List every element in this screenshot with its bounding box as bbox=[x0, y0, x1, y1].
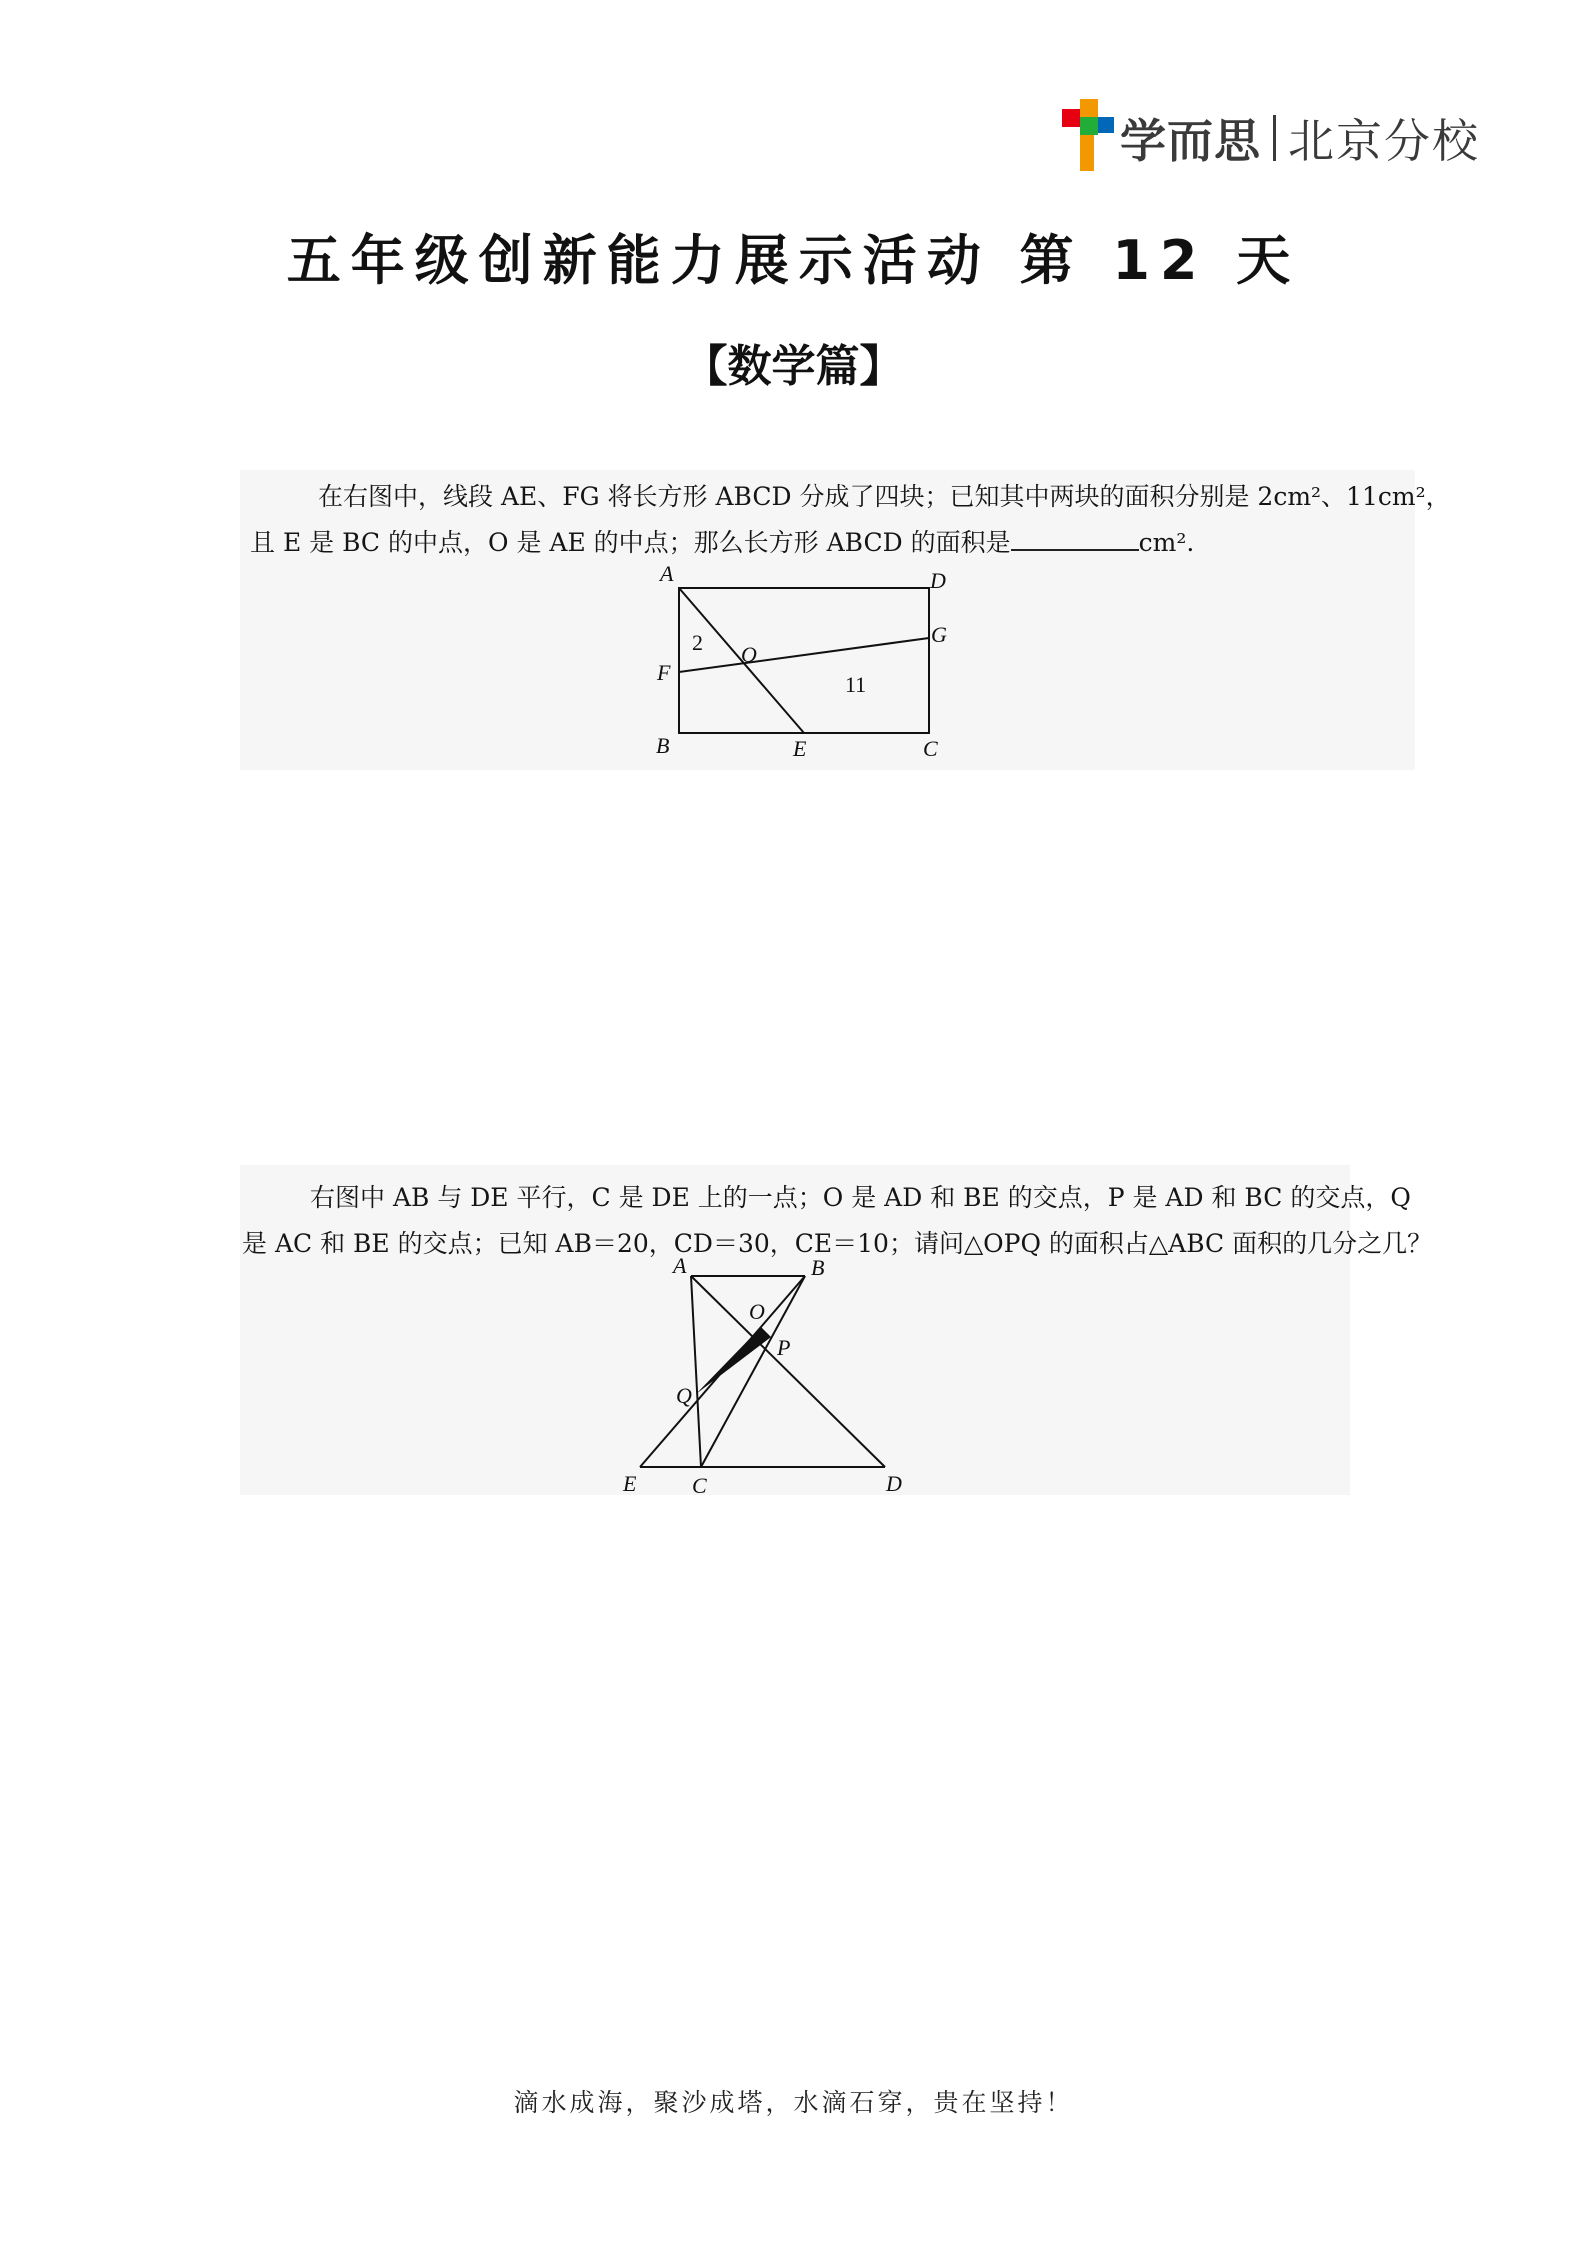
label-e: E bbox=[793, 736, 807, 761]
label-o: O bbox=[749, 1299, 765, 1324]
question-1-line-2a: 且 E 是 BC 的中点，O 是 AE 的中点；那么长方形 ABCD 的面积是 bbox=[250, 528, 1011, 557]
label-d: D bbox=[886, 1471, 902, 1496]
question-2-line-1: 右图中 AB 与 DE 平行，C 是 DE 上的一点；O 是 AD 和 BE 的交点，P 是 AD 和 BC 的交点，Q bbox=[310, 1183, 1411, 1212]
area-label-11: 11 bbox=[845, 672, 867, 697]
logo-brand-text: 学而思 bbox=[1120, 114, 1261, 168]
label-g: G bbox=[931, 622, 947, 647]
question-2 bbox=[240, 1165, 1433, 1498]
label-b: B bbox=[656, 733, 670, 758]
question-1 bbox=[240, 470, 1451, 770]
logo-divider bbox=[1273, 115, 1276, 161]
page-title: 五年级创新能力展示活动 第 12 天 bbox=[286, 229, 1301, 292]
section-subtitle: 【数学篇】 bbox=[683, 341, 904, 392]
rect-abcd bbox=[679, 588, 929, 733]
logo-city-text: 北京分校 bbox=[1288, 114, 1480, 168]
label-b: B bbox=[811, 1255, 825, 1280]
segment-ac bbox=[691, 1276, 701, 1467]
label-c: C bbox=[923, 736, 938, 761]
question-2-line-2: 是 AC 和 BE 的交点；已知 AB＝20，CD＝30，CE＝10；请问△OPQ 的面积占△ABC 面积的几分之几？ bbox=[242, 1229, 1433, 1258]
logo-icon bbox=[1062, 99, 1112, 177]
label-o: O bbox=[741, 642, 757, 667]
brand-logo bbox=[1062, 98, 1512, 178]
rectangle-figure bbox=[240, 470, 1451, 770]
label-p: P bbox=[777, 1335, 791, 1360]
label-q: Q bbox=[676, 1383, 692, 1408]
label-a: A bbox=[660, 561, 674, 586]
label-c: C bbox=[692, 1473, 707, 1498]
segment-fg bbox=[679, 638, 929, 672]
triangle-figure bbox=[240, 1165, 1433, 1498]
label-e: E bbox=[623, 1471, 637, 1496]
footer-motto: 滴水成海，聚沙成塔，水滴石穿，贵在坚持！ bbox=[513, 2088, 1074, 2117]
label-f: F bbox=[657, 660, 671, 685]
question-1-line-1: 在右图中，线段 AE、FG 将长方形 ABCD 分成了四块；已知其中两块的面积分别是 2cm²、11cm²， bbox=[318, 482, 1451, 511]
area-label-2: 2 bbox=[692, 630, 703, 655]
label-a: A bbox=[673, 1253, 687, 1278]
question-1-line-2b: cm². bbox=[1138, 528, 1195, 557]
label-d: D bbox=[930, 568, 946, 593]
